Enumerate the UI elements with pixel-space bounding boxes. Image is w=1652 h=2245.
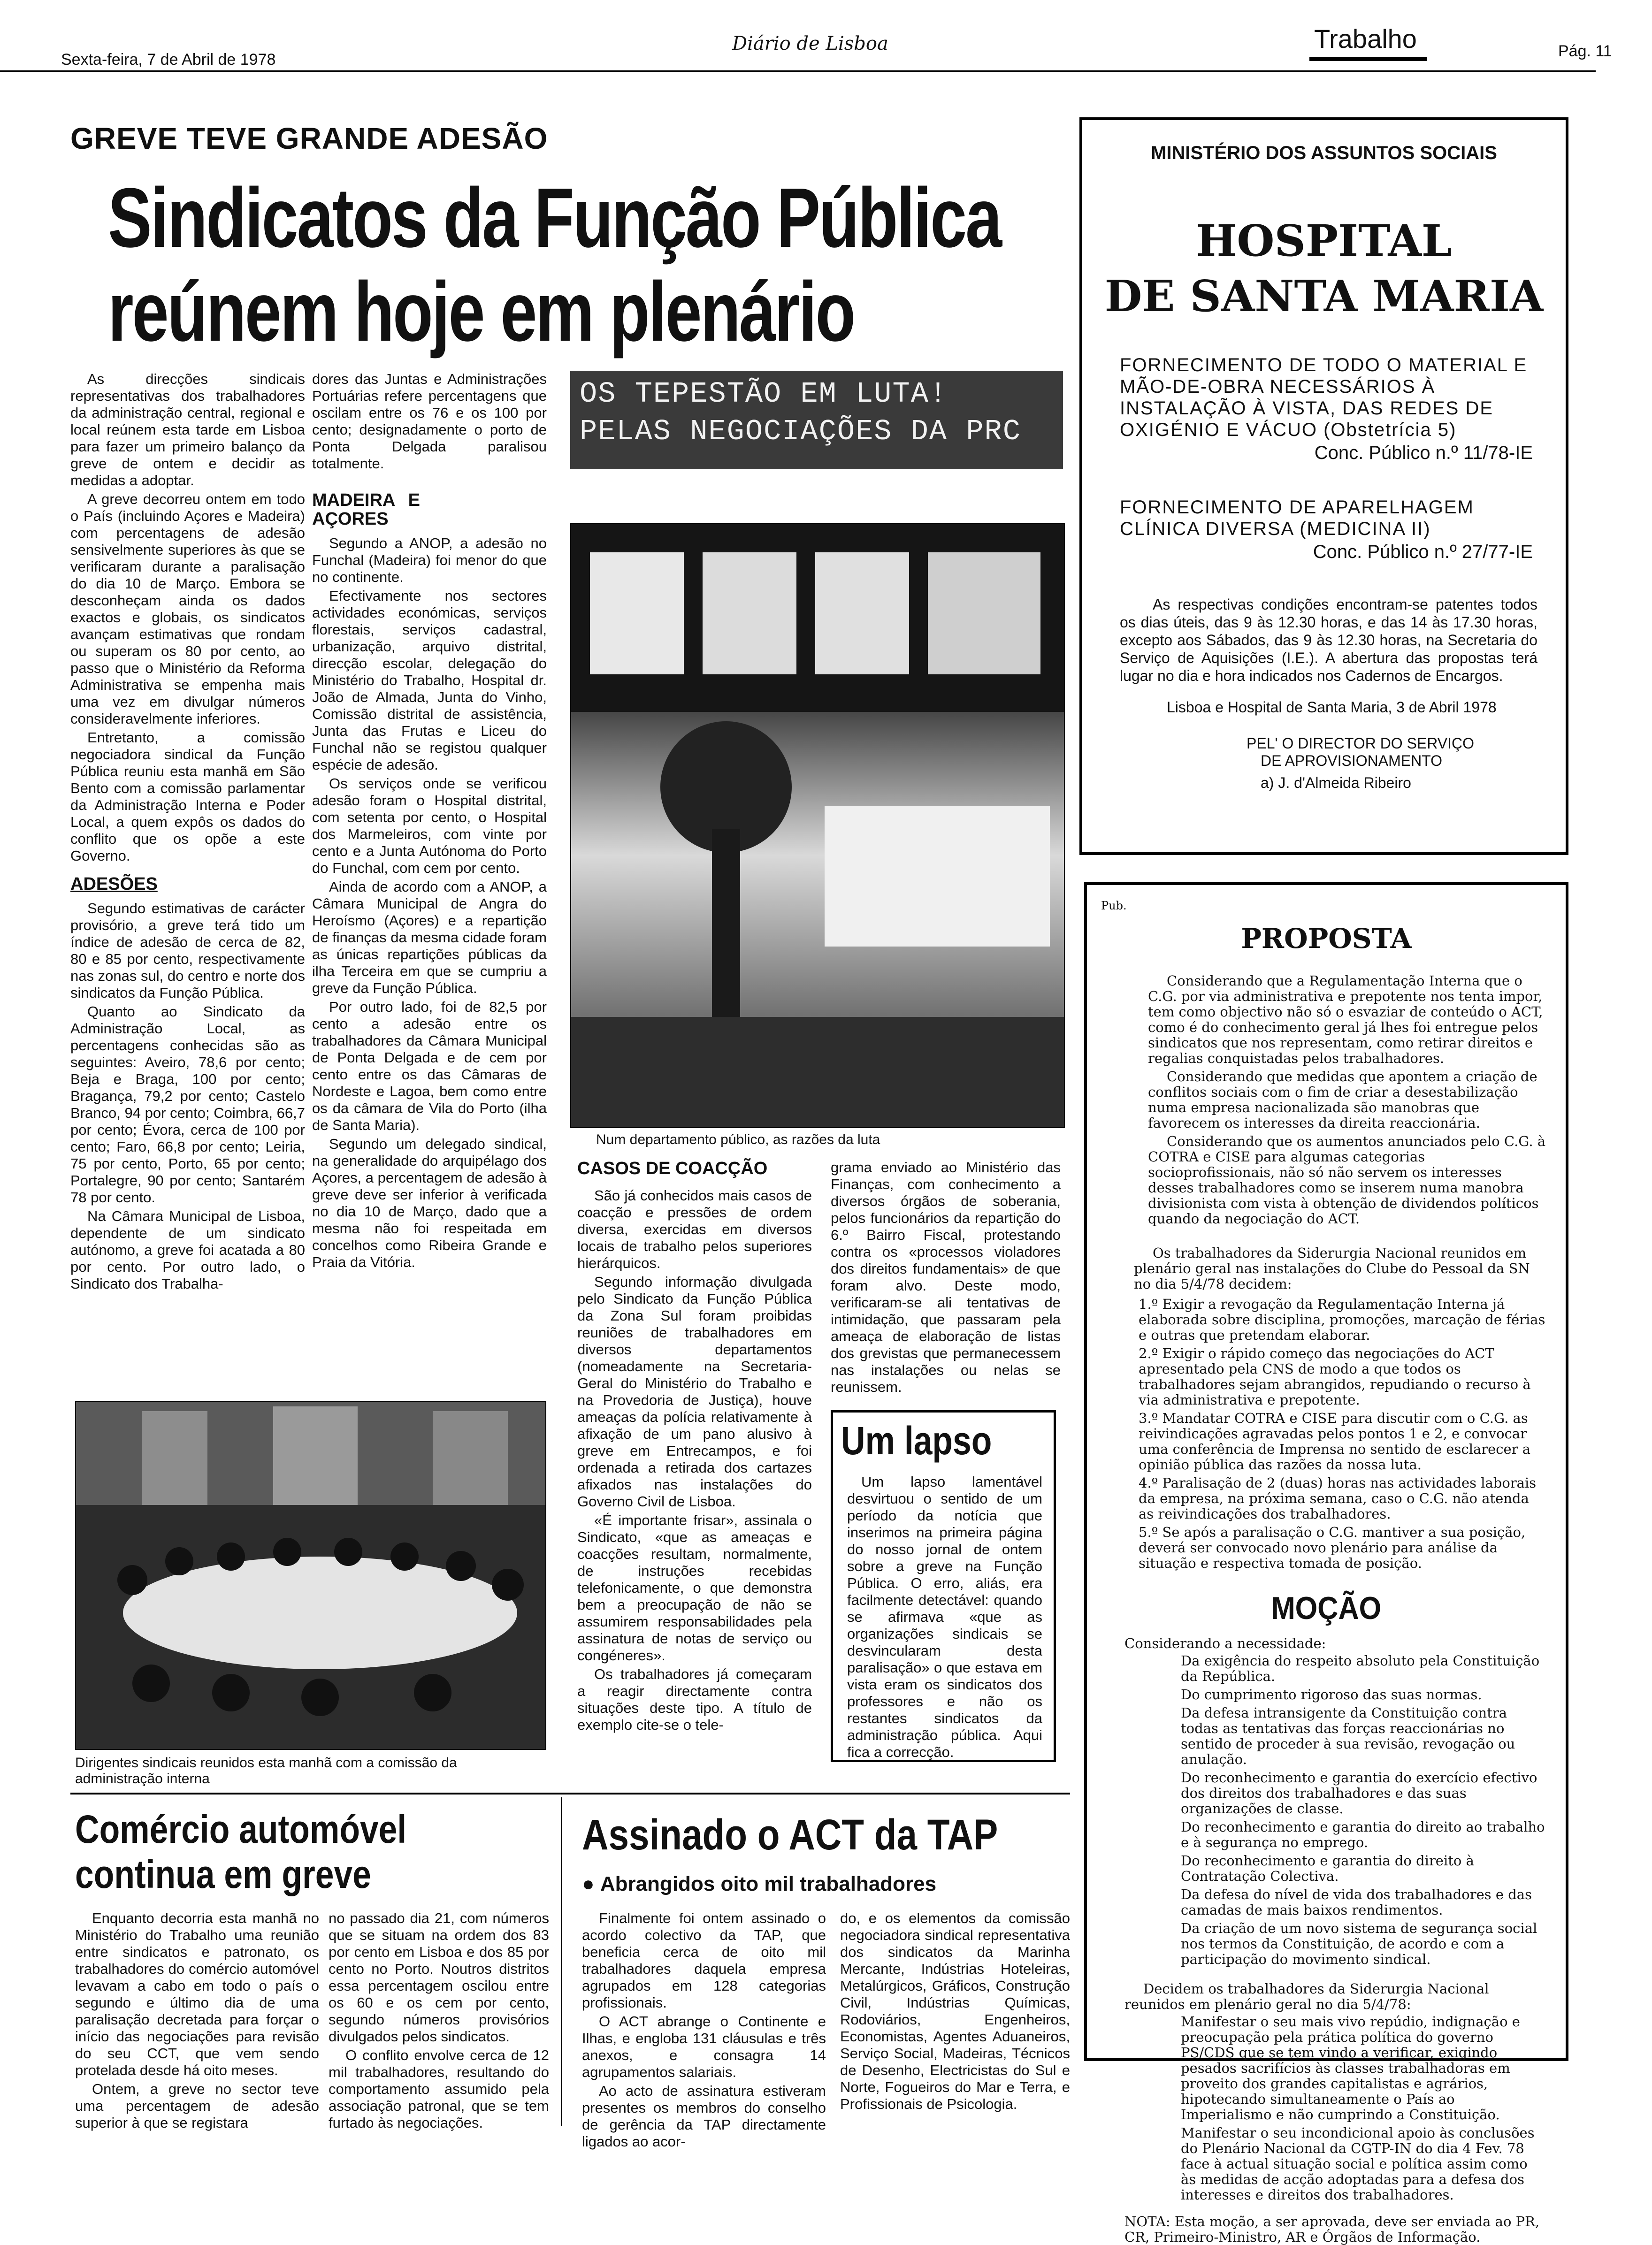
photo-illustration	[76, 1402, 545, 1749]
lapso-text: Um lapso lamentável desvirtuou o sentido de um período da notícia que inserimos na primeira página do nosso jornal de ontem sobre a greve na Função Pública. O erro, aliás, era facilmente detectável: quando se afirmava «que as organizações sindicais se desvincularam desta paralisação» o que estava em vista eram os sindicatos dos professores e não os restantes sindicatos da administração pública. Aqui fica a correcção.	[847, 1474, 1042, 1760]
paragraph: Segundo a ANOP, a adesão no Funchal (Madeira) foi menor do que no continente.	[312, 535, 547, 585]
page-number: Pág. 11	[1558, 42, 1612, 60]
headline-line-2: reúnem hoje em plenário	[108, 265, 855, 359]
paragraph: Finalmente foi ontem assinado o acordo colectivo da TAP, que beneficia cerca de oito mil trabalhadores daquela empresa agrupados em 128 categorias profissionais.	[582, 1910, 826, 2011]
paragraph: Os serviços onde se verificou adesão foram o Hospital distrital, com setenta por cento, o Hospital dos Marmeleiros, com vinte por cento e a Junta Autónoma do Porto do Funchal, com cem por cento.	[312, 775, 547, 876]
paragraph: O ACT abrange o Continente e Ilhas, e engloba 131 cláusulas e três anexos, e consagra 14 agrupamentos salariais.	[582, 2013, 826, 2080]
considerandos-list	[1148, 973, 1547, 1227]
list-item: Considerando que os aumentos anunciados pelo C.G. à COTRA e CISE para algumas categorias socioprofissionais, não só não servem os interesses desses trabalhadores como se inserem numa manobra divisionista com vista à obtenção de dividendos políticos quando da negociação do ACT.	[1148, 1133, 1546, 1227]
list-item: Da criação de um novo sistema de segurança social nos termos da Constituição, de acordo e com a participação do movimento sindical.	[1181, 1920, 1537, 1967]
list-item: Do reconhecimento e garantia do direito à Contratação Colectiva.	[1181, 1853, 1474, 1884]
paragraph: Segundo informação divulgada pelo Sindicato da Função Pública da Zona Sul foram proibidas reuniões de trabalhadores em diversos departamentos (nomeadamente na Secretaria-Geral do Ministério do Trabalho e na Provedoria de Justiça), houve ameaças da polícia relativamente à afixação de um pano alusivo à greve em Entrecampos, e foi ordenada a retirada dos cartazes afixados nas instalações do Governo Civil de Lisboa.	[577, 1274, 812, 1510]
date-line: Sexta-feira, 7 de Abril de 1978	[61, 51, 276, 69]
section-rule	[70, 1793, 1070, 1794]
lapso-title: Um lapso	[841, 1419, 992, 1463]
list-item: Do cumprimento rigoroso das suas normas.	[1181, 1687, 1482, 1703]
mocao-items	[1181, 1653, 1547, 1967]
list-item: Manifestar o seu mais vivo repúdio, indignação e preocupação pela prática política do governo PS/CDS que se tem vindo a verificar, exigindo pesados sacrifícios às classes trabalhadoras em proveito dos grandes capitalistas e agrários, hipotecando simultaneamente o País ao Imperialismo e não cumprindo a Constituição.	[1181, 2014, 1520, 2123]
paragraph: grama enviado ao Ministério das Finanças, com conhecimento a diversos órgãos de soberania, pelos funcionários da repartição do 6.º Bairro Fiscal, protestando contra os «processos violadores dos direitos fundamentais» de que foram alvo. Deste modo, verificaram-se ali tentativas de intimidação, que passaram pela ameaça de elaboração de listas dos grevistas que permanecessem nas instalações ou nelas se reunissem.	[831, 1159, 1061, 1395]
subhead-madeira: MADEIRA E AÇORES	[312, 490, 420, 529]
main-column-4	[831, 1159, 1061, 1397]
paragraph: Por outro lado, foi de 82,5 por cento a adesão entre os trabalhadores da Câmara Municipal de Ponta Delgada e de cem por cento entre os das Câmaras de Nordeste e Lagoa, bem como entre os da câmara de Vila do Porto (ilha de Santa Maria).	[312, 999, 547, 1133]
header-rule	[0, 70, 1596, 72]
paragraph: dores das Juntas e Administrações Portuárias refere percentagens que oscilam entre os 76 e os 100 por cento; designadamente o porto de Ponta Delgada paralisou totalmente.	[312, 371, 547, 472]
comercio-column-2	[329, 1910, 549, 2133]
proposta-decisions	[1139, 1297, 1547, 1571]
list-item: Manifestar o seu incondicional apoio às conclusões do Plenário Nacional da CGTP-IN do dia 4 Fev. 78 face à actual situação social e política assim como às medidas de acção adoptadas para a defesa dos interesses e direitos dos trabalhadores.	[1181, 2125, 1535, 2203]
paragraph: Segundo um delegado sindical, na generalidade do arquipélago dos Açores, a percentagem de adesão à greve deve ser inferior à verificada no dia 10 de Março, dado que a mesma não foi respeitada em concelhos como Ribeira Grande e Praia da Vitória.	[312, 1136, 547, 1270]
proposta-intro: Os trabalhadores da Siderurgia Nacional reunidos em plenário geral nas instalações do Clube do Pessoal da SN no dia 5/4/78 decidem:	[1134, 1245, 1530, 1292]
paragraph: São já conhecidos mais casos de coacção e pressões de ordem diversa, exercidas em diversos locais de trabalho pelos superiores hierárquicos.	[577, 1187, 812, 1271]
mocao-decisions	[1181, 2014, 1547, 2203]
paragraph: Na Câmara Municipal de Lisboa, dependente de um sindicato autónomo, a greve foi acatada a 80 por cento. Por outro lado, o Sindicato dos Trabalha-	[70, 1208, 305, 1292]
photo-illustration	[571, 524, 1064, 1127]
paragraph: Ao acto de assinatura estiveram presentes os membros do conselho de gerência da TAP directamente ligados ao acor-	[582, 2083, 826, 2150]
signoff-line-1: PEL' O DIRECTOR DO SERVIÇO	[1247, 735, 1475, 752]
tap-column-2	[840, 1910, 1070, 2115]
paragraph: Ontem, a greve no sector teve uma percentagem de adesão superior à que se registara	[75, 2081, 319, 2131]
comercio-title-line-1: Comércio automóvel	[75, 1807, 407, 1851]
list-item: Da defesa do nível de vida dos trabalhadores e das camadas de mais baixos rendimentos.	[1181, 1886, 1532, 1918]
mocao-nota: NOTA: Esta moção, a ser aprovada, deve ser enviada ao PR, CR, Primeiro-Ministro, AR e Órgãos de Informação.	[1124, 2214, 1540, 2245]
tap-subtitle-text: Abrangidos oito mil trabalhadores	[600, 1872, 937, 1895]
paragraph: Quanto ao Sindicato da Administração Local, as percentagens conhecidas são as seguintes: Aveiro, 78,6 por cento; Beja e Braga, 100 por cento; Bragança, 79,2 por cento; Castelo Branco, 94 por cento; Coimbra, 66,7 por cento; Évora, cerca de 100 por cento; Faro, 66,8 por cento; Leiria, 75 por cento, Porto, 65 por cento; Portalegre, 90 por cento; Santarém 78 por cento.	[70, 1003, 305, 1206]
list-item: Considerando que medidas que apontem a criação de conflitos sociais com o fim de criar a desestabilização numa empresa nacionalizada são manobras que favorecem os interesses da direita reaccionária.	[1148, 1069, 1537, 1131]
list-item: 5.º Se após a paralisação o C.G. mantiver a sua posição, deverá ser convocado novo plenário para análise da situação e respectiva tomada de posição.	[1139, 1524, 1526, 1571]
ministry-name: MINISTÉRIO DOS ASSUNTOS SOCIAIS	[1151, 143, 1497, 163]
main-column-1	[70, 371, 305, 1294]
bullet-icon: ●	[582, 1872, 600, 1895]
column-rule	[561, 1797, 562, 2126]
comercio-column-1	[75, 1910, 319, 2133]
tap-title: Assinado o ACT da TAP	[582, 1811, 998, 1859]
paragraph: As direcções sindicais representativas dos trabalhadores da administração central, regional e local reúnem esta tarde em Lisboa para fazer um primeiro balanço da greve de ontem e decidir as medidas a adoptar.	[70, 371, 305, 489]
subhead-coaccao: CASOS DE COACÇÃO	[577, 1159, 768, 1178]
mocao-intro: Considerando a necessidade:	[1124, 1635, 1326, 1651]
mocao-decide-intro: Decidem os trabalhadores da Siderurgia Nacional reunidos em plenário geral no dia 5/4/78:	[1124, 1981, 1489, 2012]
kicker: GREVE TEVE GRANDE ADESÃO	[70, 122, 548, 155]
proposta-box	[1084, 882, 1568, 2245]
meeting-photo	[75, 1401, 546, 1750]
list-item: 4.º Paralisação de 2 (duas) horas nas actividades laborais da empresa, na próxima semana, caso o C.G. não atenda as reivindicações dos trabalhadores.	[1139, 1475, 1537, 1522]
proposta-title: PROPOSTA	[1241, 923, 1412, 955]
list-item: 1.º Exigir a revogação da Regulamentação Interna já elaborada sobre disciplina, promoções, marcação de férias e outras que pretendam elaborar.	[1139, 1296, 1545, 1343]
signature: a) J. d'Almeida Ribeiro	[1261, 774, 1411, 791]
list-item: Do reconhecimento e garantia do direito ao trabalho e à segurança no emprego.	[1181, 1819, 1545, 1850]
list-item: 2.º Exigir o rápido começo das negociações do ACT apresentado pela CNS de modo a que todos os trabalhadores sejam abrangidos, repudiando o recurso à via administrativa e prepotente.	[1139, 1345, 1531, 1408]
paragraph: Entretanto, a comissão negociadora sindical da Função Pública reuniu esta manhã em São Bento com a comissão parlamentar da Administração Interna e Poder Local, a quem expôs os dados do conflito que os opõe a este Governo.	[70, 729, 305, 864]
pub-tag: Pub.	[1101, 899, 1127, 912]
paragraph: «É importante frisar», assinala o Sindicato, «que as ameaças e coacções resultam, normalmente, de instruções recebidas telefonicamente, o que demonstra bem a preocupação de não se assumirem responsabilidades pela assinatura de notas de serviço ou congéneres».	[577, 1512, 812, 1664]
place-date: Lisboa e Hospital de Santa Maria, 3 de Abril 1978	[1167, 699, 1497, 716]
main-column-2	[312, 371, 547, 1273]
list-item: Da exigência do respeito absoluto pela Constituição da República.	[1181, 1653, 1540, 1684]
mocao-title: MOÇÃO	[1271, 1590, 1382, 1626]
paragraph: A greve decorreu ontem em todo o País (incluindo Açores e Madeira) com percentagens de adesão sensivelmente superiores às que se verificaram durante a paralisação do dia 10 de Março. Embora se desconheçam ainda os dados exactos e globais, os sindicatos avançam estimativas que rondam ou superam os 80 por cento, ao passo que o Ministério da Reforma Administrativa se empenha mais uma vez em divulgar números consideravelmente inferiores.	[70, 491, 305, 727]
protest-banner-photo	[570, 371, 1063, 469]
photo-caption: Num departamento público, as razões da luta	[596, 1132, 880, 1147]
tap-column-1	[582, 1910, 826, 2152]
banner-text: OS TEPESTÃO EM LUTA! PELAS NEGOCIAÇÕES DA PRC	[580, 377, 1021, 448]
item-1-ref: Conc. Público n.º 11/78-IE	[1314, 443, 1533, 463]
paragraph: no passado dia 21, com números que se situam na ordem dos 83 por cento em Lisboa e dos 85 por cento no Porto. Noutros distritos essa percentagem oscilou entre os 60 e os cem por cento, segundo números provisórios divulgados pelos sindicatos.	[329, 1910, 549, 2045]
tap-subtitle	[582, 1872, 936, 1896]
lapso-box	[831, 1410, 1056, 1762]
ad-body: As respectivas condições encontram-se patentes todos os dias úteis, das 9 às 12.30 horas, e das 14 às 17.30 horas, excepto aos Sábados, das 9 às 12.30 horas, na Secretaria do Serviço de Aquisições (I.E.). A abertura das propostas terá lugar no dia e hora indicados nos Cadernos de Encargos.	[1120, 596, 1537, 684]
subhead-adesoes: ADESÕES	[70, 874, 158, 894]
paragraph: Enquanto decorria esta manhã no Ministério do Trabalho uma reunião entre sindicatos e patronato, os trabalhadores do comércio automóvel levavam a cabo em todo o país o segundo e último dia de uma paralisação decretada para forçar o início das negociações para revisão do seu CCT, que vem sendo protelada desde há oito meses.	[75, 1910, 319, 2078]
list-item: Do reconhecimento e garantia do exercício efectivo dos direitos dos trabalhadores e das suas organizações de classe.	[1181, 1770, 1537, 1817]
hospital-ad	[1079, 117, 1568, 855]
section-title: Trabalho	[1314, 24, 1417, 53]
comercio-title	[75, 1807, 406, 1897]
masthead: Diário de Lisboa	[732, 33, 888, 54]
hospital-name-1: HOSPITAL	[1196, 215, 1452, 266]
list-item: Da defesa intransigente da Constituição contra todas as tentativas das forças reaccionárias no sentido de proceder à sua revisão, revogação ou anulação.	[1181, 1705, 1515, 1767]
main-column-3	[577, 1187, 812, 1735]
paragraph: do, e os elementos da comissão negociadora sindical representativa dos sindicatos da Marinha Mercante, Indústrias Hoteleiras, Metalúrgicos, Gráficos, Construção Civil, Indústrias Químicas, Rodoviários, Engenheiros, Economistas, Agentes Aduaneiros, Serviço Social, Madeiras, Técnicos de Desenho, Electricistas do Sul e Norte, Fogueiros do Mar e Terra, e Profissionais de Psicologia.	[840, 1910, 1070, 2112]
section-underline	[1309, 57, 1427, 61]
list-item: 3.º Mandatar COTRA e CISE para discutir com o C.G. as reivindicações agravadas pelos pontos 1 e 2, e convocar uma conferência de Imprensa no sentido de esclarecer a opinião pública das razões da nossa luta.	[1139, 1410, 1531, 1473]
headline-line-1: Sindicatos da Função Pública	[108, 171, 1001, 265]
photo-caption: Dirigentes sindicais reunidos esta manhã com a comissão da administração interna	[75, 1755, 457, 1787]
paragraph: Ainda de acordo com a ANOP, a Câmara Municipal de Angra do Heroísmo (Açores) e a repartição de finanças da mesma cidade foram as únicas repartições públicas da ilha Terceira em que se cumpriu a greve da Função Pública.	[312, 878, 547, 996]
paragraph: Segundo estimativas de carácter provisório, a greve terá tido um índice de adesão de cerca de 82, 80 e 85 por cento, respectivamente nas zonas sul, do centro e norte dos sindicatos da Função Pública.	[70, 900, 305, 1001]
paragraph: Efectivamente nos sectores actividades económicas, serviços florestais, serviços cadastral, urbanização, arquivo distrital, direcção escolar, delegação do Ministério do Trabalho, Hospital dr. João de Almada, Junta do Vinho, Comissão distrital de assistência, Junta das Frutas e Liceu do Funchal não se registou qualquer espécie de adesão.	[312, 588, 547, 773]
comercio-title-line-2: continua em greve	[75, 1852, 371, 1896]
public-office-photo	[570, 523, 1065, 1128]
paragraph: O conflito envolve cerca de 12 mil trabalhadores, resultando do comportamento assumido pela associação patronal, que se tem furtado às negociações.	[329, 2047, 549, 2131]
list-item: Considerando que a Regulamentação Interna que o C.G. por via administrativa e prepotente nos tenta impor, tem como objectivo não só o esvaziar de conteúdo o ACT, como é do conhecimento geral já lhes foi entregue pelos sindicatos que nos representam, como retirar direitos e regalias conquistadas pelos trabalhadores.	[1148, 973, 1543, 1066]
item-2-text: FORNECIMENTO DE APARELHAGEM CLÍNICA DIVERSA (MEDICINA II)	[1120, 497, 1474, 539]
signoff-line-2: DE APROVISIONAMENTO	[1261, 752, 1443, 769]
item-1-text: FORNECIMENTO DE TODO O MATERIAL E MÃO-DE-OBRA NECESSÁRIOS À INSTALAÇÃO À VISTA, DAS REDES DE OXIGÉNIO E VÁCUO (Obstetrícia 5)	[1120, 355, 1528, 440]
item-2-ref: Conc. Público n.º 27/77-IE	[1313, 542, 1533, 562]
paragraph: Os trabalhadores já começaram a reagir directamente contra situações deste tipo. A título de exemplo cite-se o tele-	[577, 1666, 812, 1733]
hospital-name-2: DE SANTA MARIA	[1104, 271, 1544, 321]
